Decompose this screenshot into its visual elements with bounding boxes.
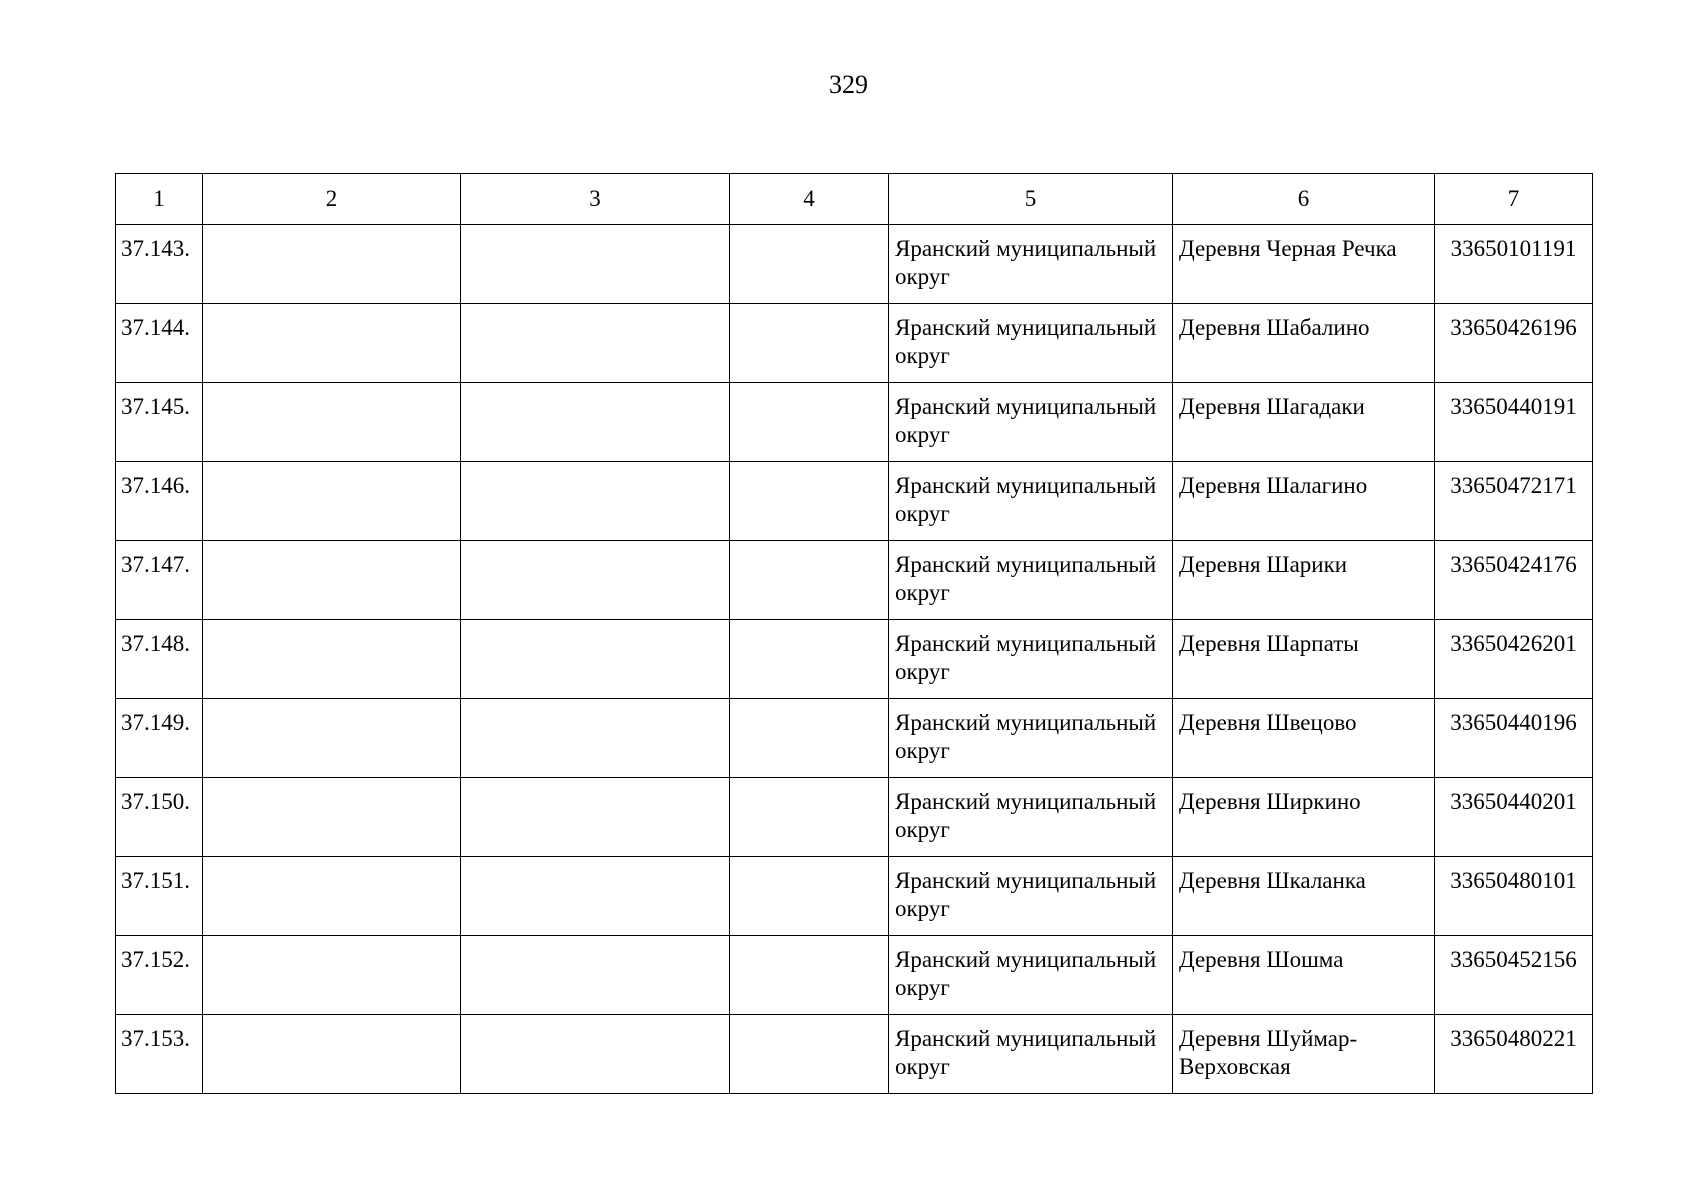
empty-cell-text (203, 936, 460, 950)
settlement-cell (1173, 936, 1435, 1015)
empty-cell (203, 1015, 461, 1094)
district-cell-text: Яранский муниципальный округ (895, 473, 1157, 526)
settlement-cell (1173, 778, 1435, 857)
row-number-cell-text: 37.152. (121, 947, 190, 972)
empty-cell-text (461, 1015, 729, 1029)
code-cell-text: 33650426201 (1450, 631, 1577, 656)
empty-cell-text (461, 778, 729, 792)
district-cell-text: Яранский муниципальный округ (895, 631, 1157, 684)
code-cell-text: 33650472171 (1450, 473, 1577, 498)
code-cell (1435, 936, 1593, 1015)
table-row (116, 383, 1593, 462)
settlement-cell (1173, 620, 1435, 699)
empty-cell (203, 699, 461, 778)
empty-cell (461, 936, 730, 1015)
district-cell-text: Яранский муниципальный округ (895, 789, 1157, 842)
code-cell-text: 33650480221 (1450, 1026, 1577, 1051)
code-cell-text: 33650440191 (1450, 394, 1577, 419)
district-cell (889, 462, 1173, 541)
empty-cell-text (203, 857, 460, 871)
empty-cell-text (203, 541, 460, 555)
district-cell-text: Яранский муниципальный округ (895, 315, 1157, 368)
empty-cell-text (730, 778, 888, 792)
empty-cell (203, 225, 461, 304)
district-cell-text: Яранский муниципальный округ (895, 868, 1157, 921)
settlement-cell-text: Деревня Шошма (1179, 947, 1344, 972)
row-number-cell (116, 383, 203, 462)
settlement-cell (1173, 383, 1435, 462)
settlement-cell (1173, 699, 1435, 778)
empty-cell (730, 541, 889, 620)
district-cell (889, 699, 1173, 778)
code-cell (1435, 304, 1593, 383)
empty-cell-text (203, 1015, 460, 1029)
table-row (116, 462, 1593, 541)
row-number-cell-text: 37.148. (121, 631, 190, 656)
column-header: 7 (1435, 174, 1593, 225)
empty-cell (203, 857, 461, 936)
row-number-cell-text: 37.153. (121, 1026, 190, 1051)
empty-cell (203, 936, 461, 1015)
district-cell (889, 225, 1173, 304)
empty-cell-text (203, 304, 460, 318)
row-number-cell (116, 778, 203, 857)
settlement-cell (1173, 304, 1435, 383)
empty-cell-text (203, 462, 460, 476)
table-row (116, 541, 1593, 620)
empty-cell (203, 620, 461, 699)
empty-cell (730, 225, 889, 304)
settlement-cell (1173, 225, 1435, 304)
empty-cell (730, 699, 889, 778)
row-number-cell-text: 37.149. (121, 710, 190, 735)
district-cell (889, 383, 1173, 462)
empty-cell (203, 383, 461, 462)
empty-cell (203, 462, 461, 541)
district-cell (889, 304, 1173, 383)
empty-cell (203, 304, 461, 383)
empty-cell-text (730, 1015, 888, 1029)
district-cell-text: Яранский муниципальный округ (895, 394, 1157, 447)
code-cell (1435, 541, 1593, 620)
column-header: 6 (1173, 174, 1435, 225)
empty-cell-text (461, 936, 729, 950)
district-cell-text: Яранский муниципальный округ (895, 710, 1157, 763)
code-cell (1435, 1015, 1593, 1094)
empty-cell-text (730, 225, 888, 239)
empty-cell-text (203, 383, 460, 397)
empty-cell (461, 620, 730, 699)
empty-cell (461, 1015, 730, 1094)
code-cell-text: 33650440196 (1450, 710, 1577, 735)
empty-cell-text (461, 620, 729, 634)
empty-cell-text (730, 936, 888, 950)
page-number: 329 (829, 70, 868, 99)
empty-cell (730, 304, 889, 383)
table-row (116, 857, 1593, 936)
district-cell (889, 778, 1173, 857)
row-number-cell (116, 857, 203, 936)
code-cell (1435, 857, 1593, 936)
settlement-cell-text: Деревня Шарики (1179, 552, 1348, 577)
empty-cell-text (203, 778, 460, 792)
row-number-cell-text: 37.145. (121, 394, 190, 419)
empty-cell-text (730, 383, 888, 397)
row-number-cell-text: 37.144. (121, 315, 190, 340)
empty-cell-text (730, 462, 888, 476)
empty-cell-text (730, 620, 888, 634)
settlement-cell-text: Деревня Шабалино (1179, 315, 1370, 340)
empty-cell (461, 304, 730, 383)
empty-cell-text (461, 462, 729, 476)
district-cell (889, 857, 1173, 936)
district-cell (889, 620, 1173, 699)
empty-cell (203, 541, 461, 620)
settlement-cell (1173, 541, 1435, 620)
empty-cell (730, 620, 889, 699)
row-number-cell-text: 37.151. (121, 868, 190, 893)
empty-cell-text (461, 699, 729, 713)
empty-cell-text (730, 699, 888, 713)
code-cell-text: 33650440201 (1450, 789, 1577, 814)
empty-cell (730, 936, 889, 1015)
table-body (116, 225, 1593, 1094)
settlement-cell (1173, 462, 1435, 541)
settlement-cell-text: Деревня Шарпаты (1179, 631, 1359, 656)
row-number-cell (116, 936, 203, 1015)
empty-cell (730, 778, 889, 857)
code-cell (1435, 462, 1593, 541)
empty-cell-text (203, 699, 460, 713)
settlement-cell-text: Деревня Шагадаки (1179, 394, 1365, 419)
empty-cell-text (203, 620, 460, 634)
empty-cell-text (730, 541, 888, 555)
settlement-cell-text: Деревня Швецово (1179, 710, 1357, 735)
district-cell (889, 936, 1173, 1015)
row-number-cell (116, 620, 203, 699)
row-number-cell (116, 304, 203, 383)
code-cell (1435, 699, 1593, 778)
table-row (116, 620, 1593, 699)
code-cell (1435, 620, 1593, 699)
code-cell-text: 33650426196 (1450, 315, 1577, 340)
table-header-row (116, 174, 1593, 225)
district-cell-text: Яранский муниципальный округ (895, 947, 1157, 1000)
row-number-cell (116, 699, 203, 778)
code-cell (1435, 225, 1593, 304)
district-cell-text: Яранский муниципальный округ (895, 236, 1157, 289)
column-header: 4 (730, 174, 889, 225)
settlement-cell-text: Деревня Шуймар-Верховская (1179, 1026, 1358, 1079)
code-cell (1435, 383, 1593, 462)
row-number-cell (116, 462, 203, 541)
empty-cell-text (461, 383, 729, 397)
settlement-cell-text: Деревня Шкаланка (1179, 868, 1366, 893)
code-cell-text: 33650452156 (1450, 947, 1577, 972)
row-number-cell (116, 1015, 203, 1094)
code-cell-text: 33650101191 (1450, 236, 1577, 261)
table-row (116, 778, 1593, 857)
empty-cell (461, 857, 730, 936)
empty-cell-text (461, 857, 729, 871)
settlement-cell (1173, 857, 1435, 936)
empty-cell (461, 462, 730, 541)
settlement-cell-text: Деревня Ширкино (1179, 789, 1361, 814)
empty-cell (730, 462, 889, 541)
empty-cell (461, 225, 730, 304)
empty-cell (461, 699, 730, 778)
code-cell (1435, 778, 1593, 857)
column-header: 3 (461, 174, 730, 225)
table-row (116, 699, 1593, 778)
settlement-cell (1173, 1015, 1435, 1094)
table-row (116, 304, 1593, 383)
settlement-cell-text: Деревня Черная Речка (1179, 236, 1397, 261)
row-number-cell-text: 37.146. (121, 473, 190, 498)
settlements-table (115, 173, 1593, 1094)
settlement-cell-text: Деревня Шалагино (1179, 473, 1368, 498)
row-number-cell (116, 225, 203, 304)
empty-cell (461, 778, 730, 857)
empty-cell-text (461, 225, 729, 239)
row-number-cell-text: 37.150. (121, 789, 190, 814)
empty-cell (203, 778, 461, 857)
district-cell (889, 1015, 1173, 1094)
row-number-cell-text: 37.147. (121, 552, 190, 577)
table-row (116, 1015, 1593, 1094)
district-cell (889, 541, 1173, 620)
empty-cell (461, 541, 730, 620)
district-cell-text: Яранский муниципальный округ (895, 1026, 1157, 1079)
empty-cell-text (730, 304, 888, 318)
empty-cell-text (203, 225, 460, 239)
table-row (116, 225, 1593, 304)
empty-cell (730, 383, 889, 462)
empty-cell-text (730, 857, 888, 871)
empty-cell (730, 857, 889, 936)
column-header: 1 (116, 174, 203, 225)
code-cell-text: 33650424176 (1450, 552, 1577, 577)
district-cell-text: Яранский муниципальный округ (895, 552, 1157, 605)
table-row (116, 936, 1593, 1015)
code-cell-text: 33650480101 (1450, 868, 1577, 893)
row-number-cell (116, 541, 203, 620)
empty-cell-text (461, 541, 729, 555)
empty-cell (730, 1015, 889, 1094)
empty-cell-text (461, 304, 729, 318)
column-header: 5 (889, 174, 1173, 225)
column-header: 2 (203, 174, 461, 225)
row-number-cell-text: 37.143. (121, 236, 190, 261)
empty-cell (461, 383, 730, 462)
